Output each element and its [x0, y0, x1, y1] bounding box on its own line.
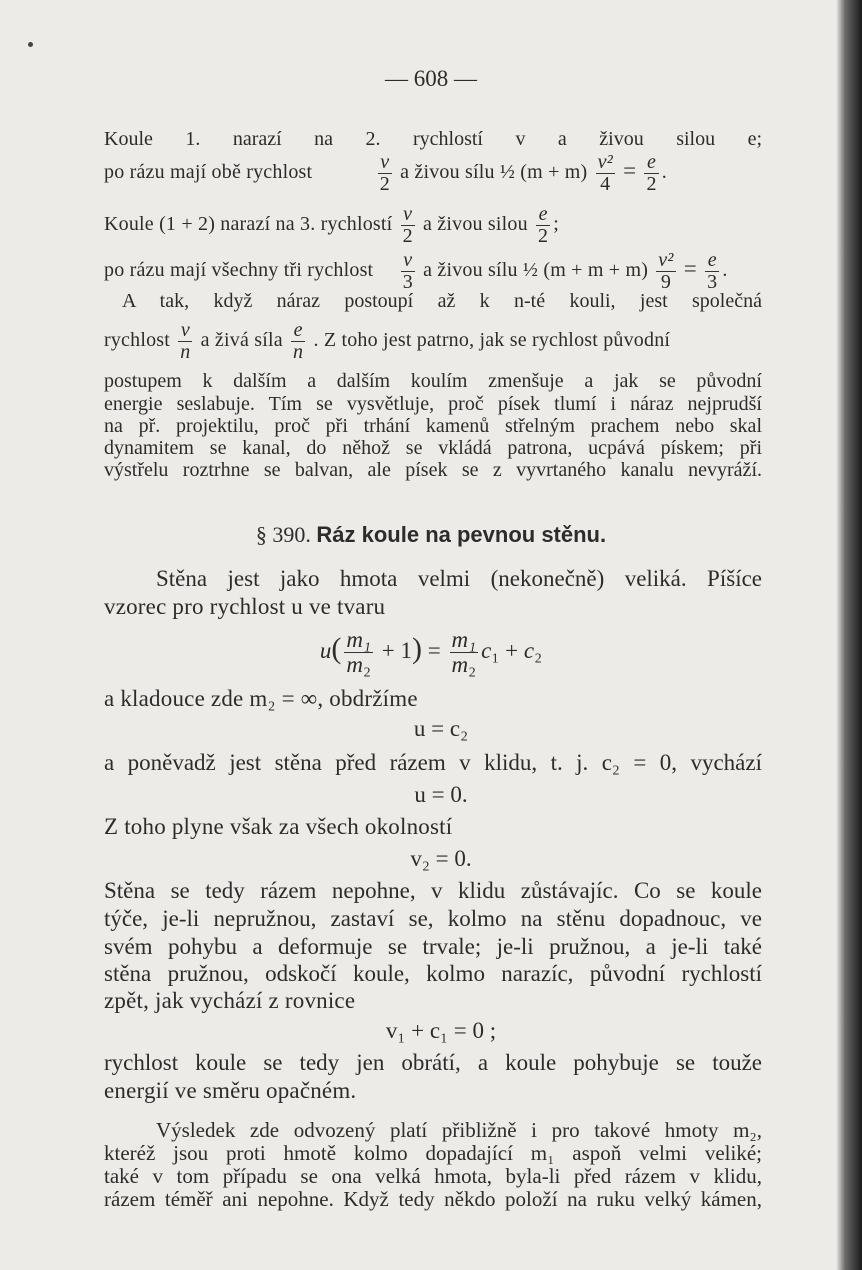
section-number: § 390. [255, 522, 311, 547]
text-line: Stěna jest jako hmota velmi (nekonečně) veliká. Píšíce [156, 566, 762, 591]
text-line: na př. projektilu, proč při trhání kamenů střelným prachem nebo skal [104, 415, 762, 437]
speck [28, 42, 33, 47]
text-segment: . Z toho jest patrno, jak se rychlost původní [313, 329, 671, 352]
fraction: $\frac{v}{n}$ [180, 319, 191, 363]
text-segment: a živou sílu ½ (m + m + m) [423, 259, 649, 282]
text-line: týče, je-li nepružnou, zastaví se, kolmo na stěnu dopadnouc, ve [104, 906, 762, 931]
formula-line: po rázu mají obě rychlost $\frac{v}{2}$ a živou sílu ½ (m + m) $\frac{\text{v²}}{4}$ = $\frac{e}{2}$ . [104, 151, 667, 195]
fraction: $\frac{e}{2}$ [538, 203, 549, 247]
page-number: — 608 — [385, 66, 477, 91]
fraction: $\frac{v}{3}$ [402, 249, 413, 293]
text-segment: a živou silou [423, 213, 528, 236]
text-line: svém pohybu a deformuje se trvale; je-li pružnou, a je-li také [104, 934, 762, 959]
equation-2: u = c₂ [413, 716, 469, 741]
text-line: a poněvadž jest stěna před rázem v klidu, t. j. c₂ = 0, vychází [104, 750, 762, 775]
text-segment: po rázu mají všechny tři rychlost [104, 259, 374, 282]
text-line: rychlost koule se tedy jen obrátí, a koule pohybuje se touže [104, 1050, 762, 1075]
fraction: $\frac{\text{v²}}{9}$ [658, 249, 674, 293]
equation-4: v₂ = 0. [410, 846, 472, 871]
text-line: také v tom případu se ona velká hmota, byla-li před rázem v klidu, [104, 1164, 762, 1188]
section-heading [0, 522, 862, 548]
text-line: zpět, jak vychází z rovnice [104, 988, 356, 1013]
text-line: Výsledek zde odvozený platí přibližně i pro takové hmoty m₂, [156, 1118, 762, 1142]
fraction: $\frac{\text{v²}}{4}$ [597, 151, 613, 195]
text-line: výstřelu roztrhne se balvan, ale písek se z vyvrtaného kanalu nevyráží. [104, 459, 762, 481]
text-line: Stěna se tedy rázem nepohne, v klidu zůstávajíc. Co se koule [104, 878, 762, 903]
text-line: A tak, když náraz postoupí až k n-té kouli, jest společná [122, 290, 762, 312]
text-segment: rychlost [104, 329, 171, 352]
text-line: a kladouce zde m₂ = ∞, obdržíme [104, 686, 418, 711]
text-line: dynamitem se kanal, do něhož se vkládá patrona, ucpává pískem; při [104, 437, 762, 459]
fraction: $\frac{e}{n}$ [293, 319, 304, 363]
text-segment: a živou sílu ½ (m + m) [400, 161, 588, 184]
text-line: Koule 1. narazí na 2. rychlostí v a živou silou e; [104, 128, 762, 150]
fraction: $\frac{e}{3}$ [707, 249, 718, 293]
text-line: energie seslabuje. Tím se vysvětluje, proč písek tlumí i náraz nejprudší [104, 393, 762, 415]
text-segment: a živá síla [200, 329, 283, 352]
text-line: kteréž jsou proti hmotě kolmo dopadající m₁ aspoň velmi veliké; [104, 1141, 762, 1165]
text-line: energií ve směru opačném. [104, 1078, 357, 1103]
text-line: Z toho plyne však za všech okolností [104, 814, 453, 839]
text-segment: po rázu mají obě rychlost [104, 161, 313, 184]
fraction: $\frac{v}{2}$ [379, 151, 390, 195]
equation-5: v₁ + c₁ = 0 ; [385, 1018, 497, 1043]
text-segment: Koule (1 + 2) narazí na 3. rychlostí [104, 213, 393, 236]
section-title: Ráz koule na pevnou stěnu. [316, 522, 607, 547]
formula-line: Koule (1 + 2) narazí na 3. rychlostí $\frac{v}{2}$ a živou silou $\frac{e}{2}$ ; [104, 203, 559, 247]
equation-3: u = 0. [414, 782, 468, 807]
text-line: rázem téměř ani nepohne. Když tedy někdo položí na ruku velký kámen, [104, 1187, 762, 1211]
text-line: stěna pružnou, odskočí koule, kolmo narazíc, původní rychlostí [104, 961, 762, 986]
formula-line [104, 320, 670, 363]
fraction: $\frac{v}{2}$ [402, 203, 413, 247]
equation-1: u( $\frac{\text{m₁}}{\text{m₂}}$ + 1) = $\frac{\text{m₁}}{\text{m₂}}$ c₁ + c₂ [319, 627, 543, 678]
fraction: $\frac{e}{2}$ [646, 151, 657, 195]
text-line: postupem k dalším a dalším koulím zmenšuje a jak se původní [104, 370, 762, 392]
formula-line: po rázu mají všechny tři rychlost $\frac{v}{3}$ a živou sílu ½ (m + m + m) $\frac{\text{v²}}{9}$ = $\frac{e}{3}$ . [104, 249, 728, 293]
text-line: vzorec pro rychlost u ve tvaru [104, 594, 386, 619]
